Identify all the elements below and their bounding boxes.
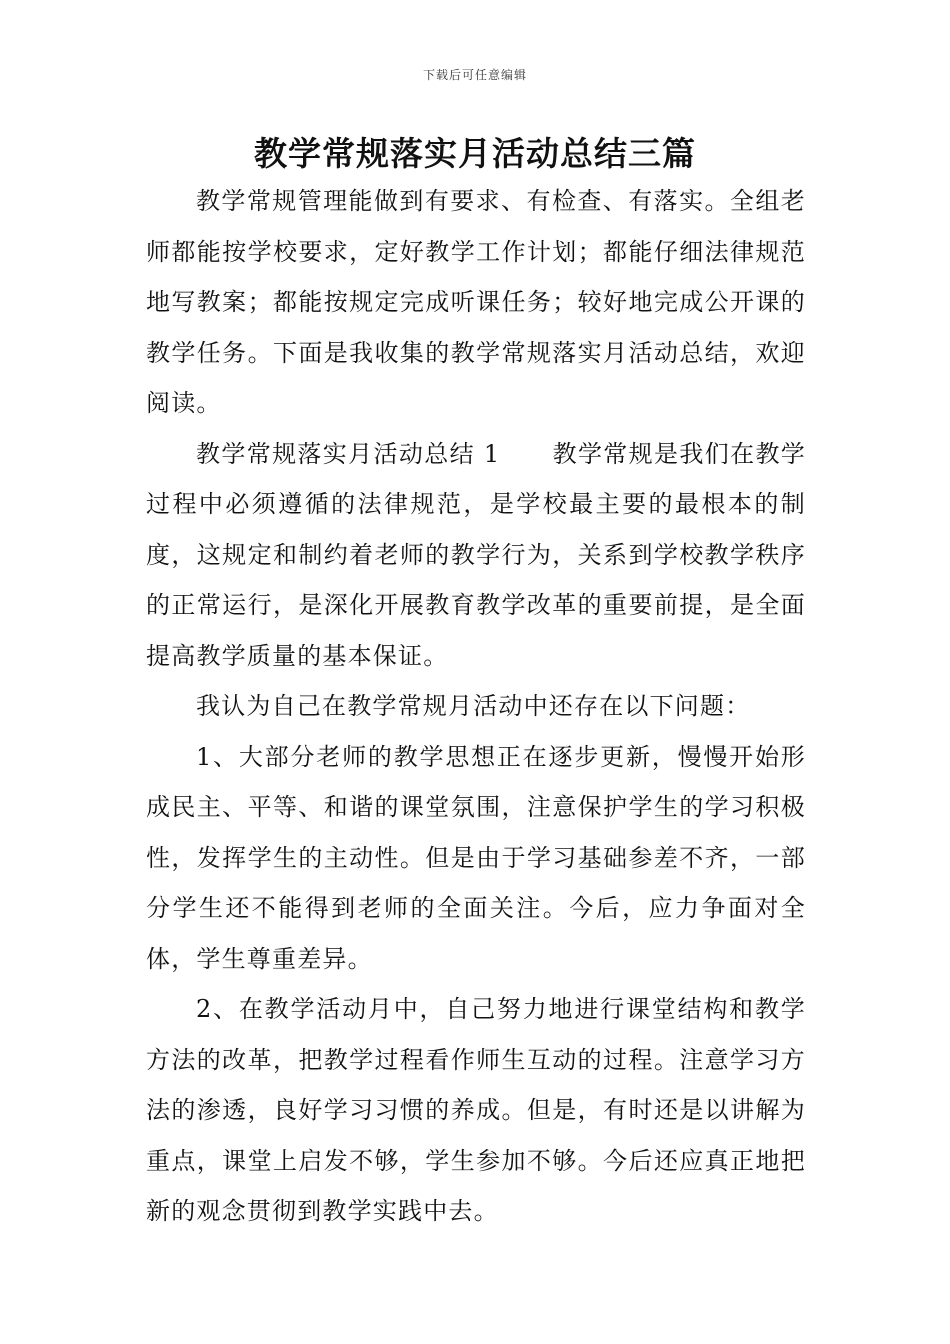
section-1-heading: 教学常规落实月活动总结 1 bbox=[196, 439, 501, 468]
intro-paragraph: 教学常规管理能做到有要求、有检查、有落实。全组老师都能按学校要求，定好教学工作计划；都能仔细法律规范地写教案；都能按规定完成听课任务；较好地完成公开课的教学任务。下面是我收集的教学常规落实月活动总结，欢迎阅读。 bbox=[146, 187, 806, 417]
problems-intro-paragraph: 我认为自己在教学常规月活动中还存在以下问题： bbox=[196, 692, 751, 720]
section-1-text: 教学常规是我们在教学过程中必须遵循的法律规范，是学校最主要的最根本的制度，这规定和制约着老师的教学行为，关系到学校教学秩序的正常运行，是深化开展教育教学改革的重要前提，是全面提高教学质量的基本保证。 bbox=[146, 439, 807, 670]
section-1-paragraph bbox=[146, 429, 806, 682]
problem-2-paragraph: 2、在教学活动月中，自己努力地进行课堂结构和教学方法的改革，把教学过程看作师生互动的过程。注意学习方法的渗透，良好学习习惯的养成。但是，有时还是以讲解为重点，课堂上启发不够，学生参加不够。今后还应真正地把新的观念贯彻到教学实践中去。 bbox=[146, 995, 806, 1225]
document-body bbox=[146, 176, 806, 1237]
document-title: 教学常规落实月活动总结三篇 bbox=[254, 134, 696, 173]
header-note: 下载后可任意编辑 bbox=[422, 68, 527, 82]
problem-1-paragraph: 1、大部分老师的教学思想正在逐步更新，慢慢开始形成民主、平等、和谐的课堂氛围，注意保护学生的学习积极性，发挥学生的主动性。但是由于学习基础参差不齐，一部分学生还不能得到老师的全面关注。今后，应力争面对全体，学生尊重差异。 bbox=[146, 742, 806, 973]
